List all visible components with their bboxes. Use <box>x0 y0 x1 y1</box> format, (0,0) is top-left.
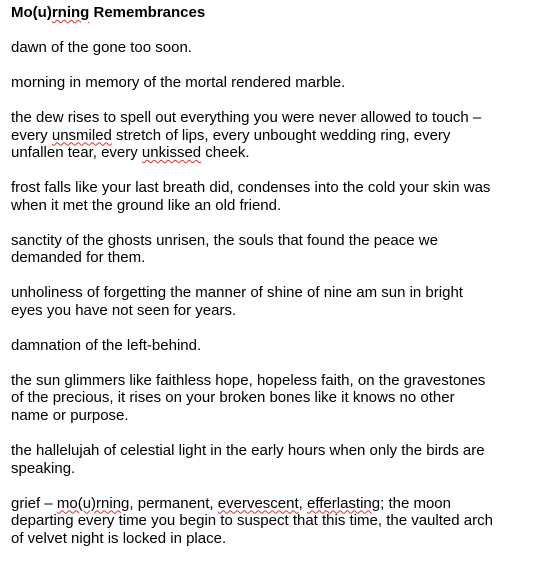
line-text: unfallen tear, every <box>11 144 142 162</box>
misspelled-word: unkissed <box>141 144 202 162</box>
poem-paragraph <box>11 74 531 92</box>
title-text: Mo(u) <box>11 4 52 21</box>
line-text: when it met the ground like an old friend. <box>11 196 282 214</box>
poem-line <box>11 337 531 355</box>
line-text: dawn of the gone too soon. <box>11 38 192 56</box>
poem-line <box>11 512 531 530</box>
poem-paragraph <box>11 179 531 214</box>
line-text: cheek. <box>201 144 250 162</box>
poem-line <box>11 127 531 145</box>
poem-paragraph <box>11 337 531 355</box>
poem-line <box>11 407 531 425</box>
poem-paragraph <box>11 495 531 548</box>
poem-line <box>11 460 531 478</box>
poem-paragraph <box>11 372 531 425</box>
poem-line <box>11 284 531 302</box>
poem-line <box>11 197 531 215</box>
poem-paragraph <box>11 442 531 477</box>
poem-line <box>11 39 531 57</box>
line-text: morning in memory of the mortal rendered marble. <box>11 73 346 91</box>
poem-line <box>11 495 531 513</box>
line-text: ; the moon <box>380 494 451 512</box>
poem-paragraph <box>11 284 531 319</box>
line-text: of velvet night is locked in place. <box>11 529 227 547</box>
line-text: every <box>11 126 52 144</box>
line-text: damnation of the left-behind. <box>11 336 202 354</box>
misspelled-word: efferlasting <box>307 494 381 512</box>
poem-paragraph <box>11 39 531 57</box>
line-text: the dew rises to spell out everything you were never allowed to touch – <box>11 108 482 126</box>
line-text: name or purpose. <box>11 407 129 425</box>
line-text: the sun glimmers like faithless hope, hopeless faith, on the gravestones <box>11 371 486 389</box>
title-misspelled-word: rning <box>51 4 90 21</box>
line-text: eyes you have not seen for years. <box>11 301 237 319</box>
poem-line <box>11 372 531 390</box>
document-body[interactable] <box>11 4 531 565</box>
line-text: sanctity of the ghosts unrisen, the souls that found the peace we <box>11 231 438 249</box>
poem-line <box>11 389 531 407</box>
title-text: Remembrances <box>89 4 206 21</box>
line-text: unholiness of forgetting the manner of shine of nine am sun in bright <box>11 284 463 302</box>
misspelled-word: mo(u)rning <box>56 494 130 512</box>
line-text: demanded for them. <box>11 249 146 267</box>
poem-paragraph <box>11 232 531 267</box>
line-text: stretch of lips, every unbought wedding ring, every <box>111 126 451 144</box>
line-text: grief – <box>11 494 57 512</box>
poem-line <box>11 302 531 320</box>
poem-line <box>11 179 531 197</box>
poem-line <box>11 74 531 92</box>
poem-line <box>11 249 531 267</box>
line-text: of the precious, it rises on your broken bones like it knows no other <box>11 389 455 407</box>
poem-title <box>11 4 531 22</box>
poem-line <box>11 232 531 250</box>
poem-paragraph <box>11 109 531 162</box>
poem-line <box>11 144 531 162</box>
line-text: , permanent, <box>129 494 218 512</box>
poem-paragraphs <box>11 39 531 547</box>
poem-line <box>11 109 531 127</box>
misspelled-word: unsmiled <box>51 126 112 144</box>
line-text: , <box>298 494 307 512</box>
poem-line <box>11 442 531 460</box>
poem-line <box>11 530 531 548</box>
line-text: frost falls like your last breath did, condenses into the cold your skin was <box>11 179 491 197</box>
misspelled-word: evervescent <box>217 494 299 512</box>
line-text: speaking. <box>11 459 76 477</box>
line-text: the hallelujah of celestial light in the early hours when only the birds are <box>11 442 485 460</box>
line-text: departing every time you begin to suspect that this time, the vaulted arch <box>11 512 493 530</box>
